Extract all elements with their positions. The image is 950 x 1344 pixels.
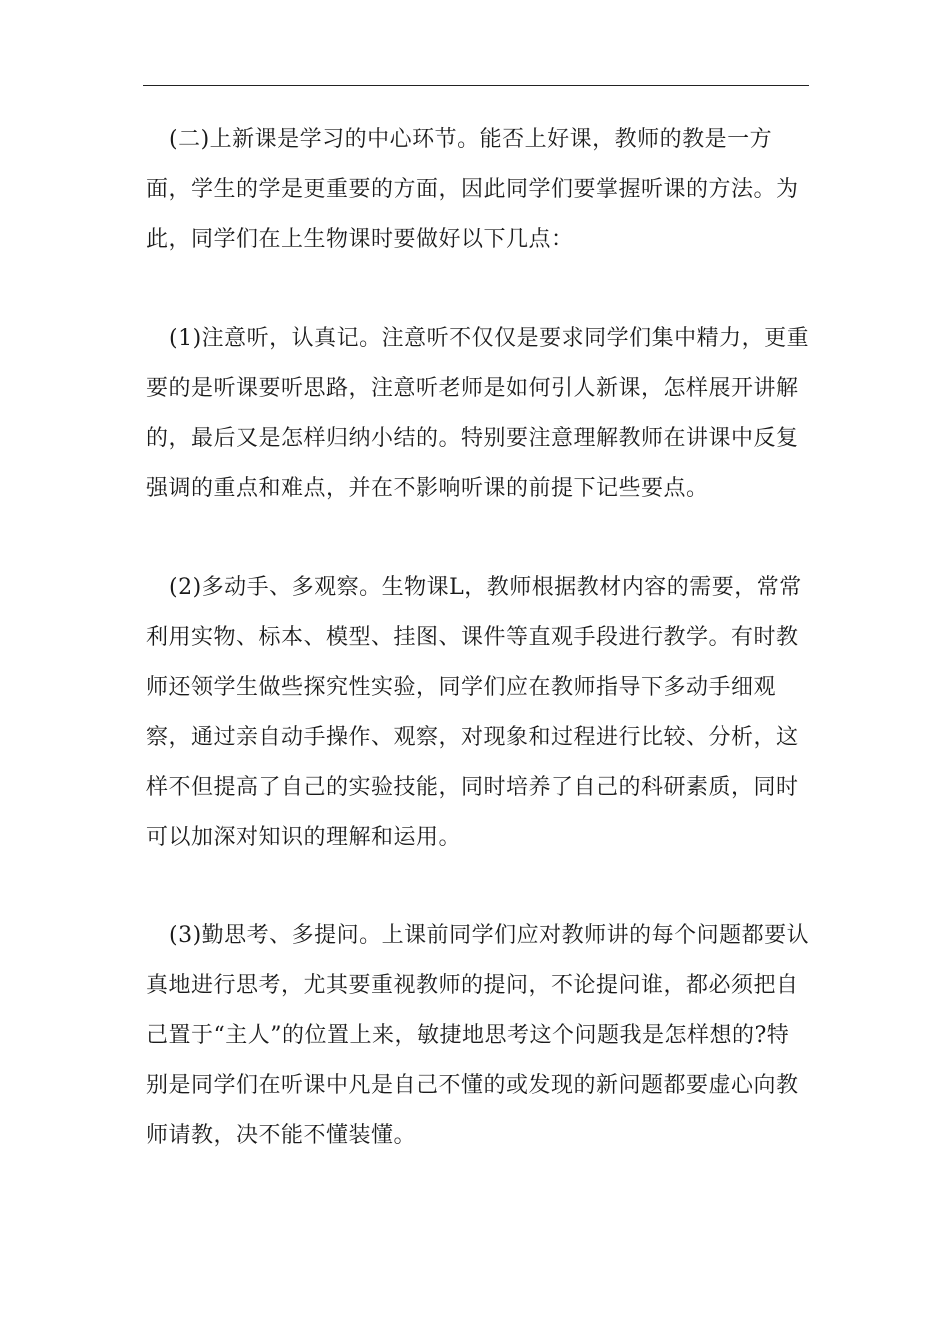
text-line: 样不但提高了自己的实验技能，同时培养了自己的科研素质，同时 xyxy=(146,775,799,800)
text-line: 面，学生的学是更重要的方面，因此同学们要掌握听课的方法。为 xyxy=(146,177,799,202)
text-line: (2)多动手、多观察。生物课L，教师根据教材内容的需要，常常 xyxy=(169,575,802,600)
text-line: 利用实物、标本、模型、挂图、课件等直观手段进行教学。有时教 xyxy=(146,625,799,650)
text-line: 师请教，决不能不懂装懂。 xyxy=(146,1123,417,1148)
text-line: 此，同学们在上生物课时要做好以下几点： xyxy=(146,227,574,252)
text-line: 的，最后又是怎样归纳小结的。特别要注意理解教师在讲课中反复 xyxy=(146,426,799,451)
text-line: (3)勤思考、多提问。上课前同学们应对教师讲的每个问题都要认 xyxy=(169,923,810,948)
text-line: 己置于“主人”的位置上来，敏捷地思考这个问题我是怎样想的?特 xyxy=(146,1023,790,1048)
text-line: 师还领学生做些探究性实验，同学们应在教师指导下多动手细观 xyxy=(146,675,777,700)
text-line: 强调的重点和难点，并在不影响听课的前提下记些要点。 xyxy=(146,476,709,501)
text-line: 真地进行思考，尤其要重视教师的提问，不论提问谁，都必须把自 xyxy=(146,973,799,998)
text-line: 可以加深对知识的理解和运用。 xyxy=(146,825,462,850)
header-rule xyxy=(143,85,809,86)
text-line: (二)上新课是学习的中心环节。能否上好课，教师的教是一方 xyxy=(169,127,773,152)
text-line: (1)注意听，认真记。注意听不仅仅是要求同学们集中精力，更重 xyxy=(169,326,810,351)
text-line: 要的是听课要听思路，注意听老师是如何引人新课，怎样展开讲解 xyxy=(146,376,799,401)
text-line: 别是同学们在听课中凡是自己不懂的或发现的新问题都要虚心向教 xyxy=(146,1073,799,1098)
text-line: 察，通过亲自动手操作、观察，对现象和过程进行比较、分析，这 xyxy=(146,725,799,750)
